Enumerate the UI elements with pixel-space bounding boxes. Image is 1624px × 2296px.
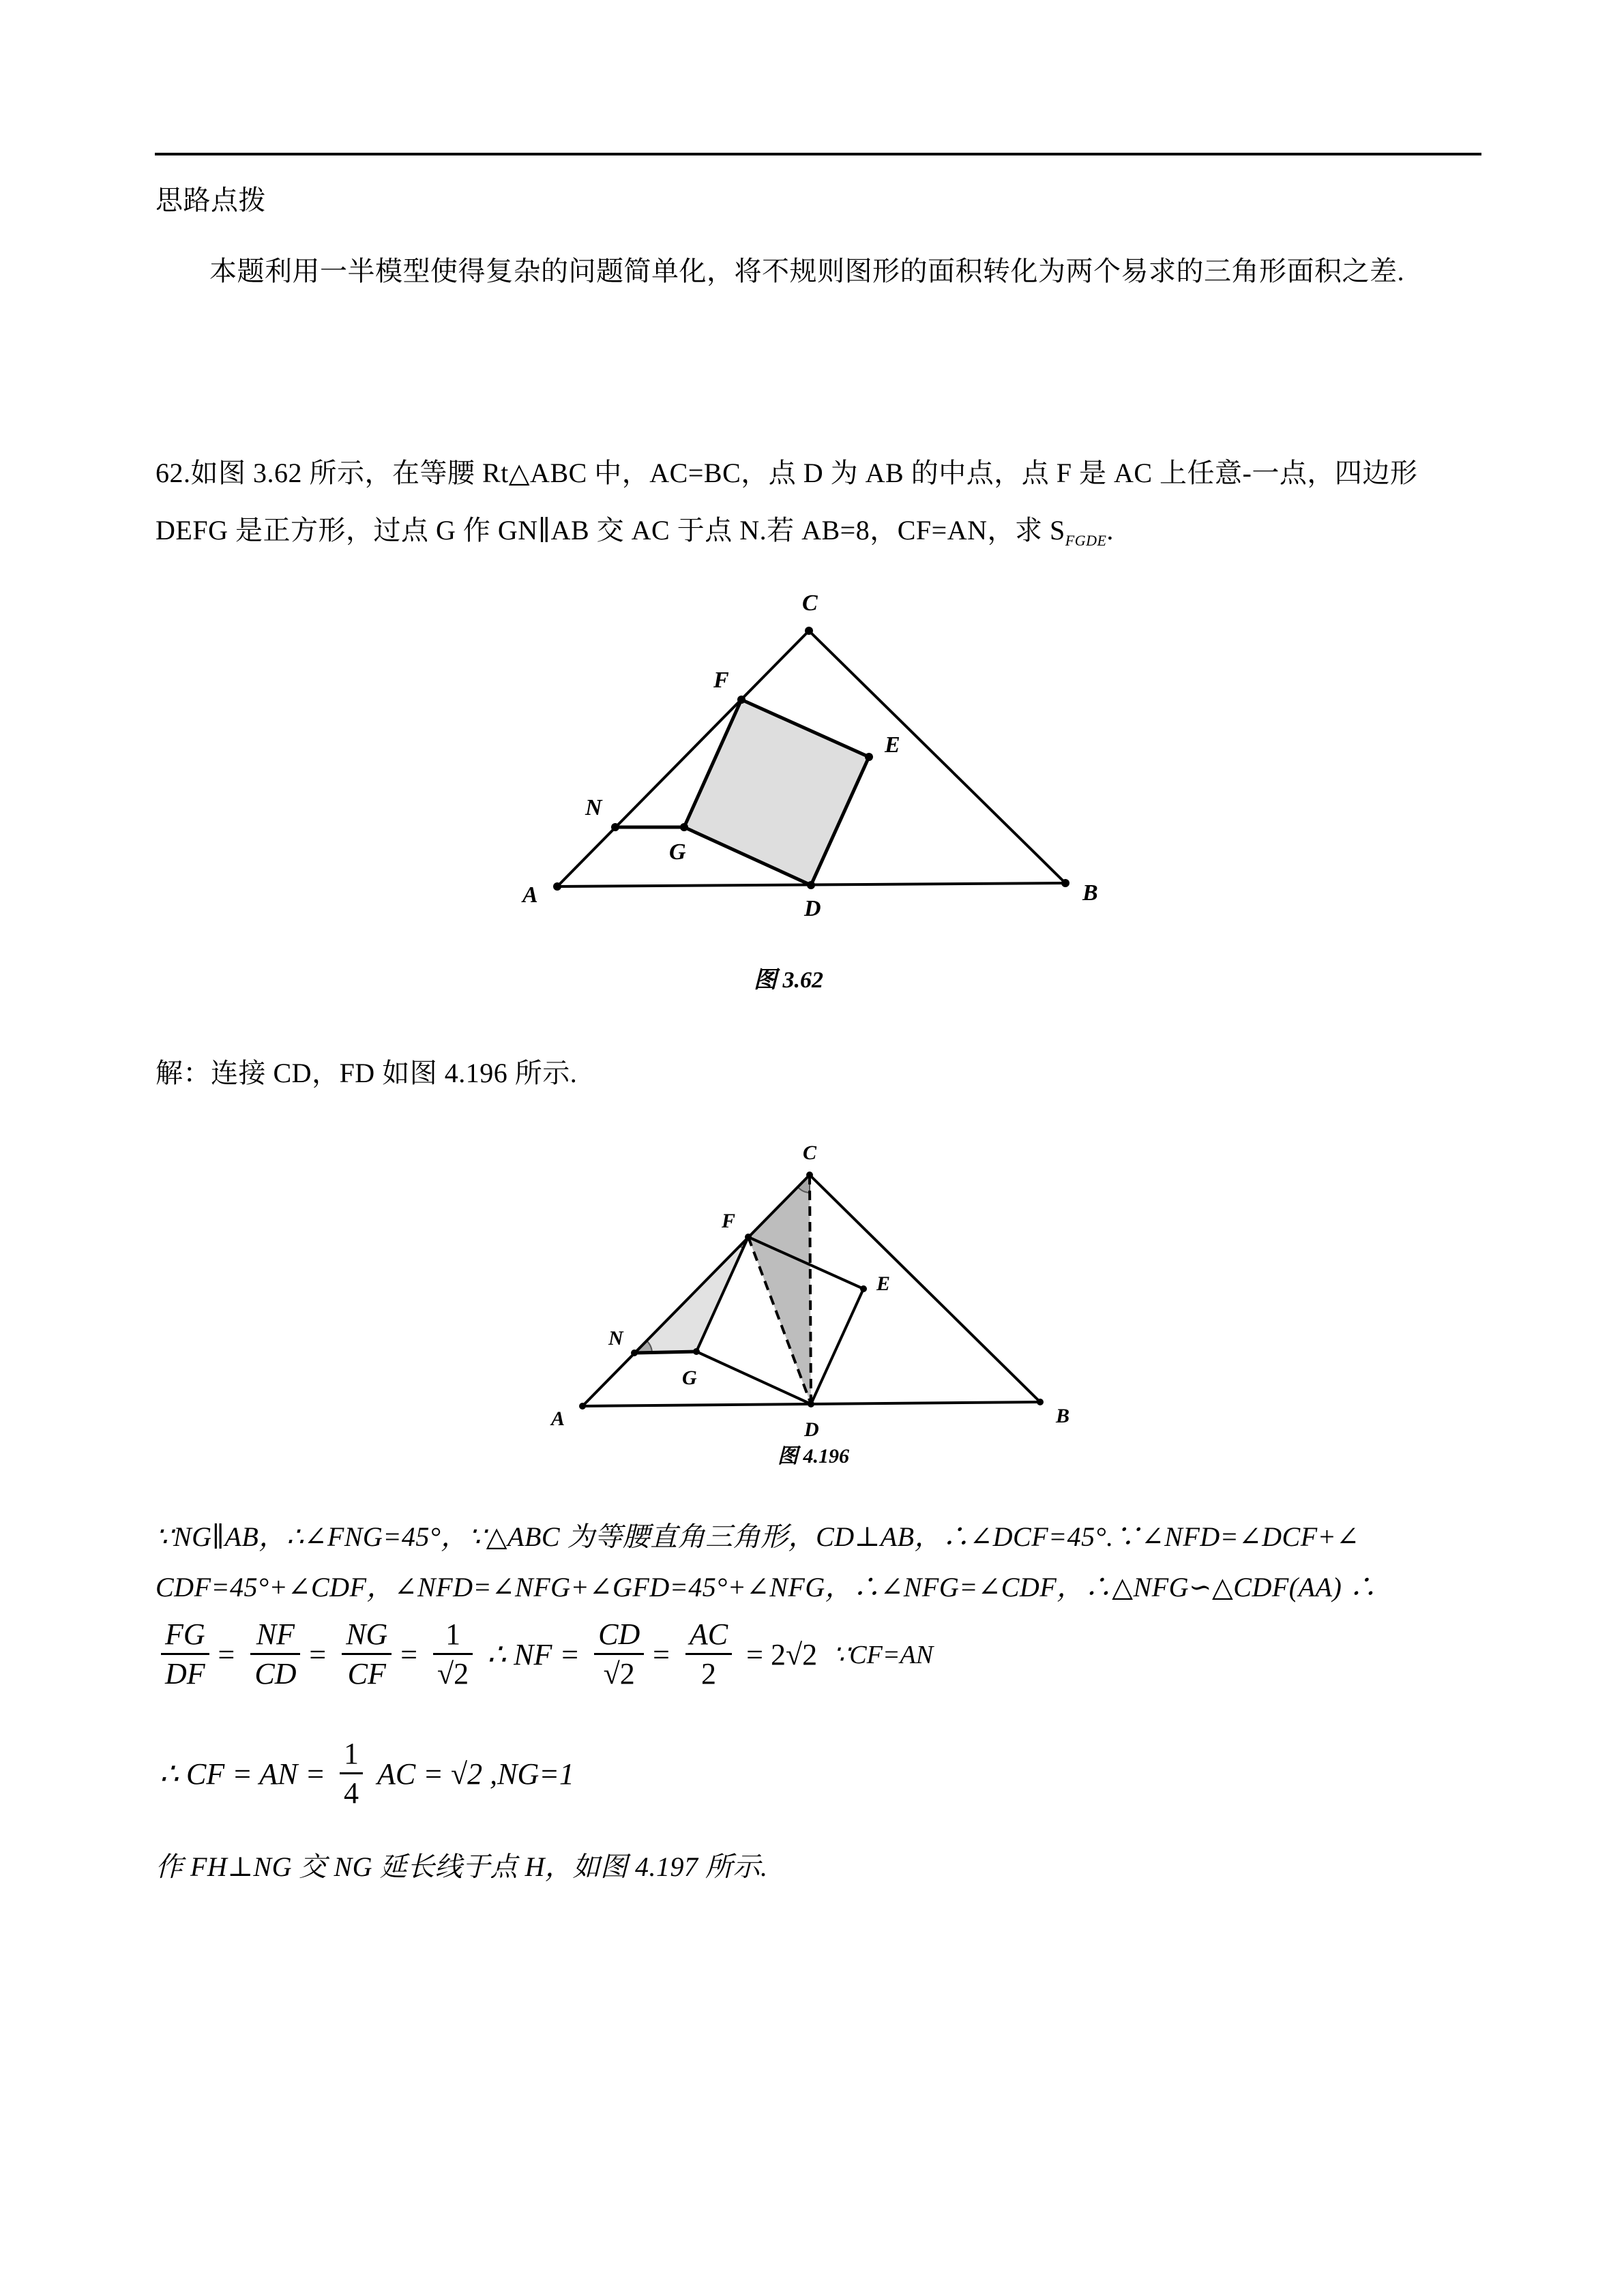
figure-caption: 图 4.196	[778, 1445, 849, 1467]
solution-line-2: CDF=45°+∠CDF，∠NFD=∠NFG+∠GFD=45°+∠NFG，∴∠NFG=∠CDF，∴△NFG∽△CDF(AA) ∴	[156, 1572, 1377, 1602]
triangle-cdf-fill	[748, 1175, 811, 1404]
label-g: G	[669, 839, 686, 865]
label-b: B	[1082, 880, 1098, 906]
problem-line-2: DEFG 是正方形，过点 G 作 GN∥AB 交 AC 于点 N.若 AB=8，CF=AN，求 $S_{FGDE}$.	[156, 515, 1114, 549]
label-b: B	[1056, 1405, 1070, 1427]
area-subscript: FGDE	[1065, 532, 1107, 549]
label-f: F	[713, 668, 729, 693]
section-title: 思路点拨	[156, 185, 266, 215]
label-f: F	[722, 1210, 736, 1232]
solution-intro: 解：连接 CD，FD 如图 4.196 所示.	[156, 1058, 578, 1088]
hint-paragraph: 本题利用一半模型使得复杂的问题简单化，将不规则图形的面积转化为两个易求的三角形面积之差.	[209, 256, 1404, 286]
label-n: N	[608, 1327, 623, 1350]
label-n: N	[585, 795, 602, 820]
label-c: C	[802, 591, 818, 616]
solution-line-1: ∵NG∥AB，∴∠FNG=45°，∵△ABC 为等腰直角三角形，CD⊥AB，∴∠DCF=45°.∵∠NFD=∠DCF+∠	[156, 1521, 1360, 1552]
cf-equation: ∴ CF = AN = $\frac{1}{4}$ AC = √2 ,NG=1	[160, 1737, 574, 1810]
label-e: E	[876, 1272, 891, 1295]
label-c: C	[803, 1142, 817, 1164]
label-g: G	[682, 1367, 697, 1389]
figure-caption: 图 3.62	[754, 968, 823, 993]
solution-final-line: 作 FH⊥NG 交 NG 延长线于点 H，如图 4.197 所示.	[156, 1851, 768, 1882]
label-d: D	[804, 896, 821, 921]
label-e: E	[885, 732, 900, 758]
label-a: A	[522, 882, 538, 908]
label-d: D	[804, 1418, 819, 1441]
label-a: A	[551, 1407, 565, 1430]
ratio-equation: $\frac{FG}{DF}$ = $\frac{NF}{CD}$ = $\frac{NG}{CF}$ = $\frac{1}{√2}$ ∴ NF = $\frac{CD}{√2}$ = $\frac{AC}{2}$ = 2√2 ∵CF=AN	[158, 1616, 937, 1693]
problem-line-1: 62.如图 3.62 所示，在等腰 Rt△ABC 中，AC=BC，点 D 为 AB 的中点，点 F 是 AC 上任意-一点，四边形	[156, 458, 1418, 488]
